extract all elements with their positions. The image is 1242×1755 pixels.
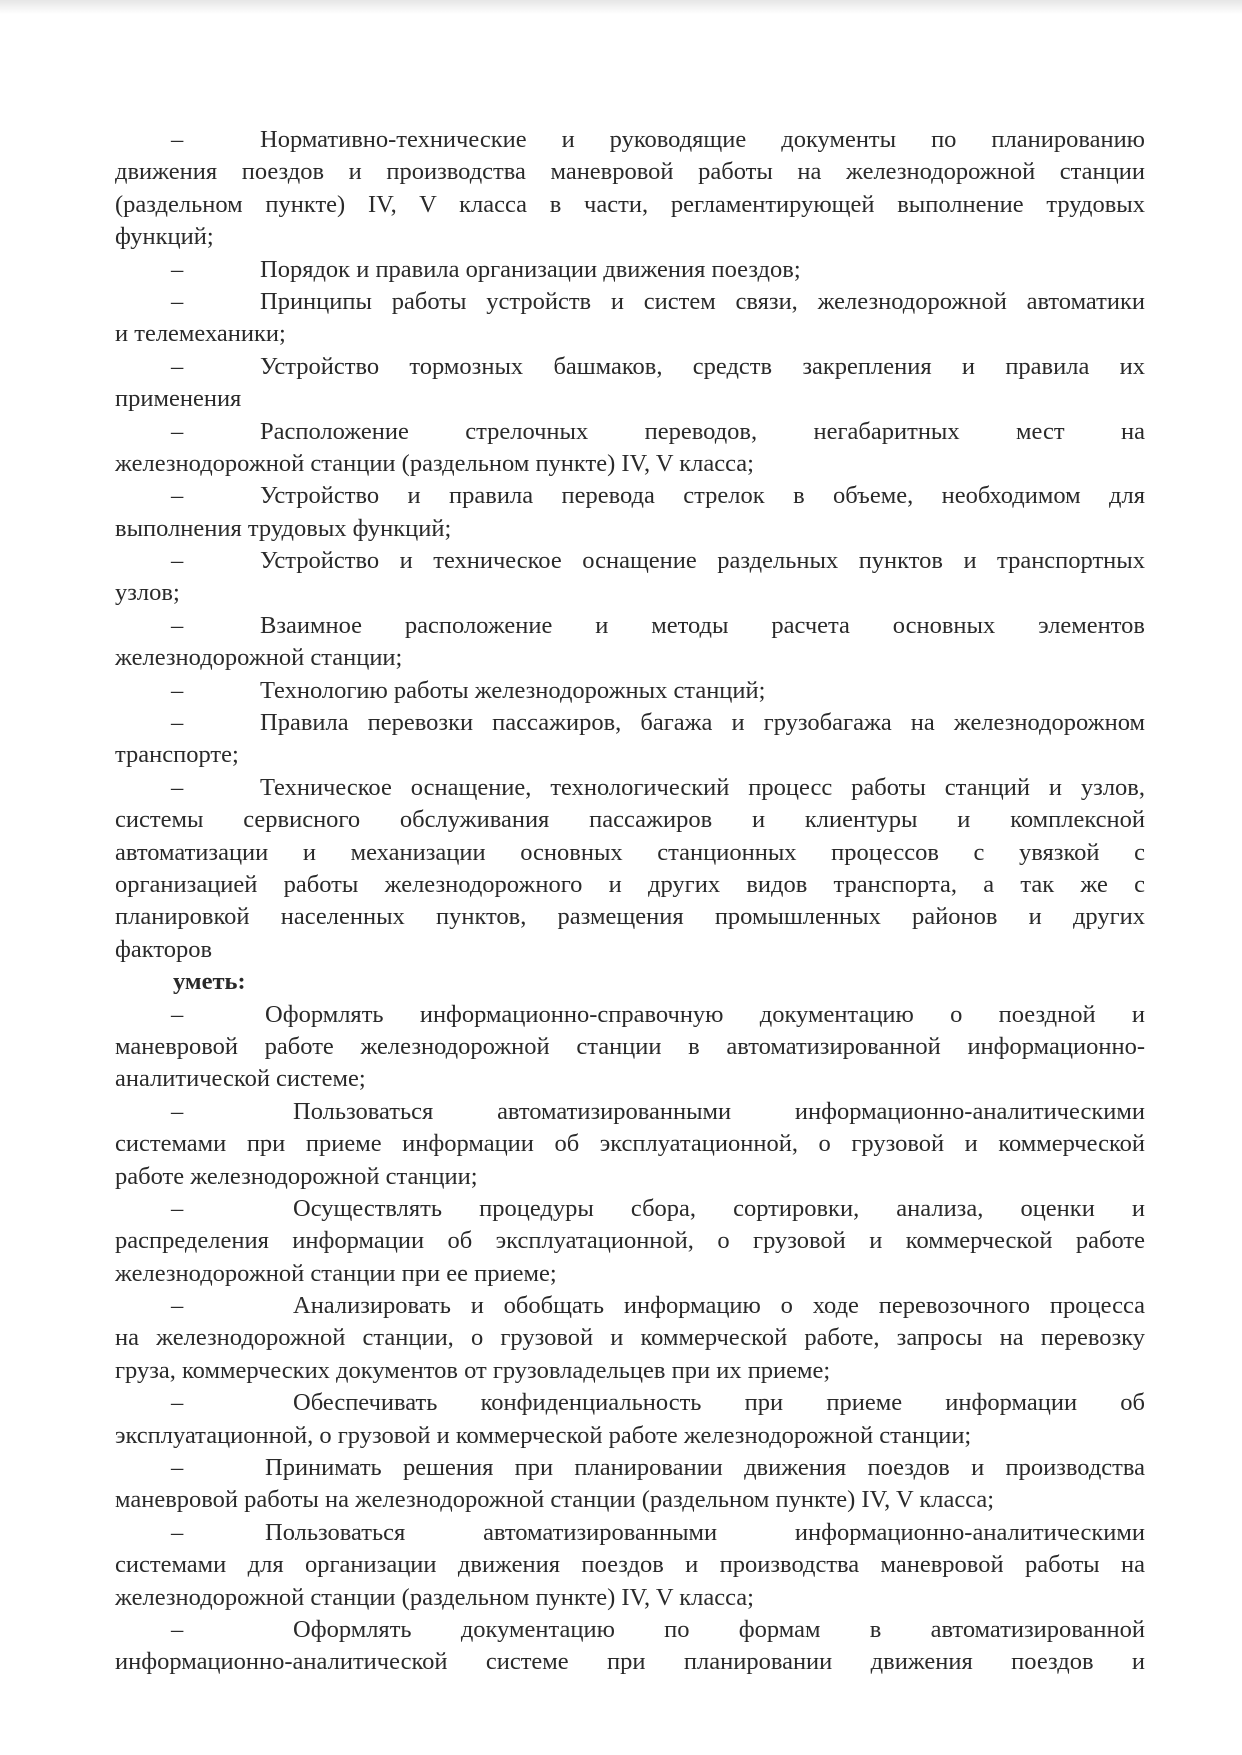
dash-bullet: – — [171, 417, 184, 445]
text-line: Пользоваться автоматизированными информационно-аналитическими — [265, 1518, 1145, 1546]
list-item — [115, 1452, 1145, 1517]
text-line: информационно-аналитической системе при планировании движения поездов и — [115, 1648, 1145, 1676]
text-line: железнодорожной станции; — [115, 644, 403, 672]
document-body — [115, 124, 1145, 1679]
skills-heading: уметь: — [173, 968, 246, 996]
text-line: факторов — [115, 935, 213, 963]
dash-bullet: – — [171, 126, 184, 153]
text-line: планировкой населенных пунктов, размещения промышленных районов и других — [115, 903, 1145, 931]
text-line: маневровой работы на железнодорожной станции (раздельном пункте) IV, V класса; — [115, 1486, 995, 1514]
text-line: Принципы работы устройств и систем связи, железнодорожной автоматики — [260, 287, 1145, 315]
list-item — [115, 1614, 1145, 1679]
text-line: Технологию работы железнодорожных станций; — [260, 676, 766, 704]
text-line: на железнодорожной станции, о грузовой и коммерческой работе, запросы на перевозку — [115, 1324, 1145, 1352]
list-item — [115, 1096, 1145, 1193]
text-line: выполнения трудовых функций; — [115, 514, 452, 542]
list-item — [115, 772, 1145, 966]
dash-bullet: – — [171, 1389, 184, 1417]
dash-bullet: – — [171, 352, 184, 380]
text-line: (раздельном пункте) IV, V класса в части, регламентирующей выполнение трудовых — [115, 190, 1145, 218]
text-line: эксплуатационной, о грузовой и коммерческой работе железнодорожной станции; — [115, 1421, 972, 1449]
dash-bullet: – — [171, 676, 184, 704]
knowledge-list — [115, 124, 1145, 966]
text-line: организацией работы железнодорожного и других видов транспорта, а так же с — [115, 870, 1145, 898]
dash-bullet: – — [171, 547, 184, 575]
text-line: Оформлять информационно-справочную документацию о поездной и — [265, 1000, 1145, 1028]
list-item — [115, 254, 1145, 286]
text-line: и телемеханики; — [115, 320, 286, 348]
list-item — [115, 124, 1145, 254]
text-line: Устройство и правила перевода стрелок в объеме, необходимом для — [260, 482, 1145, 510]
text-line: Анализировать и обобщать информацию о ходе перевозочного процесса — [293, 1292, 1145, 1320]
text-line: Оформлять документацию по формам в автоматизированной — [293, 1615, 1145, 1643]
text-line: применения — [115, 385, 242, 413]
dash-bullet: – — [171, 1194, 184, 1222]
dash-bullet: – — [171, 1000, 184, 1028]
text-line: Осуществлять процедуры сбора, сортировки, анализа, оценки и — [293, 1194, 1145, 1222]
text-line: железнодорожной станции (раздельном пункте) IV, V класса; — [115, 1583, 754, 1611]
list-item — [115, 707, 1145, 772]
dash-bullet: – — [171, 482, 184, 510]
dash-bullet: – — [171, 773, 184, 801]
text-line: работе железнодорожной станции; — [115, 1162, 478, 1190]
text-line: груза, коммерческих документов от грузовладельцев при их приеме; — [115, 1356, 831, 1384]
text-line: движения поездов и производства маневровой работы на железнодорожной станции — [115, 158, 1145, 186]
text-line: системами при приеме информации об эксплуатационной, о грузовой и коммерческой — [115, 1130, 1145, 1158]
dash-bullet: – — [171, 287, 184, 315]
text-line: Обеспечивать конфиденциальность при приеме информации об — [293, 1389, 1145, 1417]
text-line: узлов; — [115, 579, 180, 607]
dash-bullet: – — [171, 709, 184, 737]
list-item — [115, 1290, 1145, 1387]
text-line: Нормативно-технические и руководящие документы по планированию — [260, 126, 1145, 153]
list-item — [115, 286, 1145, 351]
text-line: Техническое оснащение, технологический процесс работы станций и узлов, — [260, 773, 1145, 801]
dash-bullet: – — [171, 1615, 184, 1643]
text-line: автоматизации и механизации основных станционных процессов с увязкой с — [115, 838, 1145, 866]
text-line: Правила перевозки пассажиров, багажа и грузобагажа на железнодорожном — [260, 709, 1145, 737]
list-item — [115, 610, 1145, 675]
text-line: Порядок и правила организации движения поездов; — [260, 255, 801, 283]
list-item — [115, 999, 1145, 1096]
list-item — [115, 480, 1145, 545]
text-line: Устройство и техническое оснащение раздельных пунктов и транспортных — [260, 547, 1145, 575]
text-line: системами для организации движения поездов и производства маневровой работы на — [115, 1551, 1145, 1579]
dash-bullet: – — [171, 1518, 184, 1546]
list-item — [115, 1193, 1145, 1290]
list-item — [115, 1387, 1145, 1452]
text-line: маневровой работе железнодорожной станции в автоматизированной информационно- — [115, 1032, 1145, 1060]
list-item — [115, 545, 1145, 610]
dash-bullet: – — [171, 1454, 184, 1482]
text-line: железнодорожной станции (раздельном пункте) IV, V класса; — [115, 449, 754, 477]
text-line: Устройство тормозных башмаков, средств закрепления и правила их — [260, 352, 1145, 380]
list-item — [115, 351, 1145, 416]
list-item — [115, 1517, 1145, 1614]
list-item — [115, 675, 1145, 707]
dash-bullet: – — [171, 611, 184, 639]
dash-bullet: – — [171, 255, 184, 283]
skills-list — [115, 999, 1145, 1679]
text-line: транспорте; — [115, 741, 239, 769]
text-line: системы сервисного обслуживания пассажиров и клиентуры и комплексной — [115, 806, 1145, 834]
list-item — [115, 416, 1145, 481]
text-line: распределения информации об эксплуатационной, о грузовой и коммерческой работе — [115, 1227, 1145, 1255]
text-line: Взаимное расположение и методы расчета основных элементов — [260, 611, 1145, 639]
text-line: Пользоваться автоматизированными информационно-аналитическими — [293, 1097, 1145, 1125]
text-line: функций; — [115, 223, 214, 251]
text-line: железнодорожной станции при ее приеме; — [115, 1259, 557, 1287]
text-line: Принимать решения при планировании движения поездов и производства — [265, 1454, 1145, 1482]
scan-edge — [0, 0, 1242, 14]
text-line: аналитической системе; — [115, 1065, 366, 1093]
dash-bullet: – — [171, 1292, 184, 1320]
text-line: Расположение стрелочных переводов, негабаритных мест на — [260, 417, 1145, 445]
dash-bullet: – — [171, 1097, 184, 1125]
